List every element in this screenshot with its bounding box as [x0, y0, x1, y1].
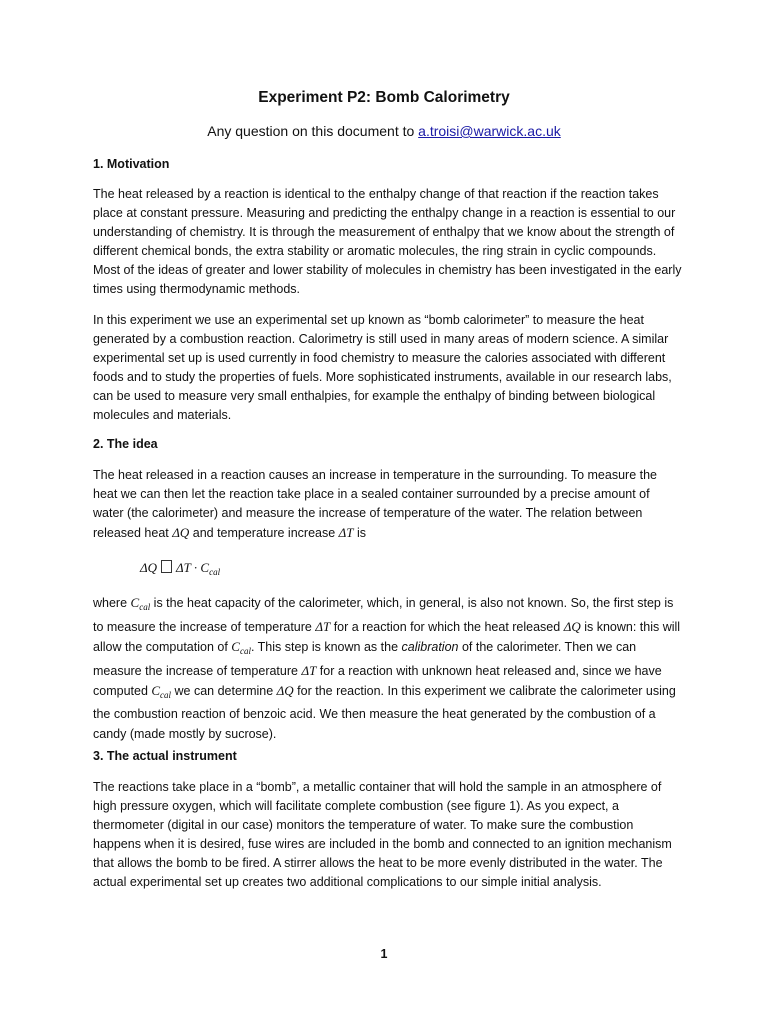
- contact-prefix: Any question on this document to: [207, 123, 419, 139]
- equation: ΔQ $\Delta T \cdot C_{cal}$: [140, 560, 221, 577]
- section-heading-motivation: 1. Motivation: [93, 157, 170, 171]
- document-title: Experiment P2: Bomb Calorimetry: [258, 89, 510, 106]
- email-link[interactable]: a.troisi@warwick.ac.uk: [418, 123, 561, 139]
- page-number: 1: [380, 947, 388, 961]
- section-heading-instrument: 3. The actual instrument: [93, 749, 237, 763]
- paragraph-motivation-2: In this experiment we use an experimental set up known as “bomb calorimeter” to measure the heat generated by a combustion reaction. Calorimetry is still used in many areas of modern science. A similar experimental set up is used currently in food chemistry to measure the calories associated with different foods and to study the properties of fuels. More sophisticated instruments, available in our research labs, can be used to measure very small enthalpies, for example the enthalpy of binding between biological molecules and materials.: [93, 313, 672, 423]
- contact-line: [0, 123, 768, 139]
- paragraph-instrument-1: The reactions take place in a “bomb”, a metallic container that will hold the sample in an atmosphere of high pressure oxygen, which will facilitate complete combustion (see figure 1). As you expect, a thermometer (digital in our case) monitors the temperature of water. To make sure the combustion happens when it is desired, fuse wires are included in the bomb and connected to an ignition mechanism that allows the bomb to be fired. A stirrer allows the heat to be more evenly distributed in the water. The actual experimental set up creates two additional complications to our simple initial analysis.: [93, 780, 672, 890]
- paragraph-idea-2: where $C_{cal}$ is the heat capacity of the calorimeter, which, in general, is also not known. So, the first step is to measure the increase of temperature ΔT for a reaction for which the heat released ΔQ is known: this will allow the computation of $C_{cal}$. This step is known as the calibration of the calorimeter. Then we can measure the increase of temperature ΔT for a reaction with unknown heat released and, since we have computed $C_{cal}$ we can determine ΔQ for the reaction. In this experiment we calibrate the calorimeter using the combustion reaction of benzoic acid. We then measure the heat generated by the combustion of a candy (made mostly by sucrose).: [93, 595, 681, 741]
- section-heading-idea: 2. The idea: [93, 437, 158, 451]
- delta-q-symbol: ΔQ: [172, 525, 190, 541]
- paragraph-idea-1: The heat released in a reaction causes an increase in temperature in the surrounding. To measure the heat we can then let the reaction take place in a sealed container surrounded by a precise amount of water (the calorimeter) and measure the increase of temperature of the water. The relation between released heat ΔQ and temperature increase ΔT is: [93, 468, 657, 541]
- missing-glyph-box: [161, 560, 172, 573]
- paragraph-motivation-1: The heat released by a reaction is identical to the enthalpy change of that reaction if the reaction takes place at constant pressure. Measuring and predicting the enthalpy change in a reaction is essential to our understanding of chemistry. It is through the measurement of enthalpy that we know about the strength of different chemical bonds, the extra stability or aromatic molecules, the ring strain in cyclic compounds. Most of the ideas of greater and lower stability of molecules in chemistry has been investigated in the early times using thermodynamic methods.: [93, 187, 682, 297]
- delta-t-symbol: ΔT: [338, 525, 354, 541]
